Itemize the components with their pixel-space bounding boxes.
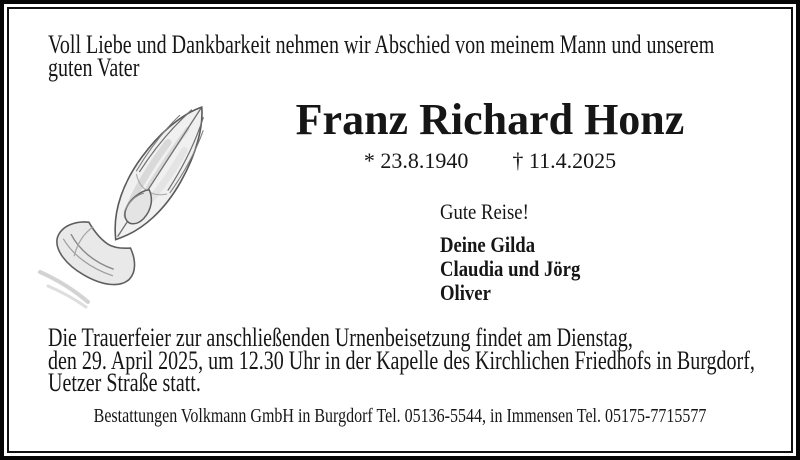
service-details-line: Die Trauerfeier zur anschließenden Urnenbeisetzung findet am Dienstag, (48, 323, 633, 352)
farewell-text: Gute Reise! (440, 199, 529, 224)
mourner-name: Claudia und Jörg (440, 256, 581, 281)
praying-hands-icon (34, 76, 256, 311)
mourners-list (440, 233, 580, 305)
deceased-name: Franz Richard Honz (295, 95, 685, 144)
death-date: † 11.4.2025 (512, 148, 617, 173)
funeral-home-info: Bestattungen Volkmann GmbH in Burgdorf Tel. 05136-5544, in Immensen Tel. 05175-7715577 (93, 405, 707, 427)
mourner-name: Oliver (440, 280, 491, 305)
intro-paragraph (48, 30, 715, 82)
mourner-name: Deine Gilda (440, 232, 536, 257)
life-dates (270, 150, 710, 172)
service-details-line: den 29. April 2025, um 12.30 Uhr in der Kapelle des Kirchlichen Friedhofs in Burgdorf, (48, 345, 755, 375)
birth-date: * 23.8.1940 (363, 148, 469, 173)
service-details-line: Uetzer Straße statt. (48, 368, 201, 397)
service-details-paragraph (48, 323, 755, 397)
intro-line: guten Vater (48, 53, 140, 82)
intro-line: Voll Liebe und Dankbarkeit nehmen wir Abschied von meinem Mann und unserem (48, 30, 715, 59)
